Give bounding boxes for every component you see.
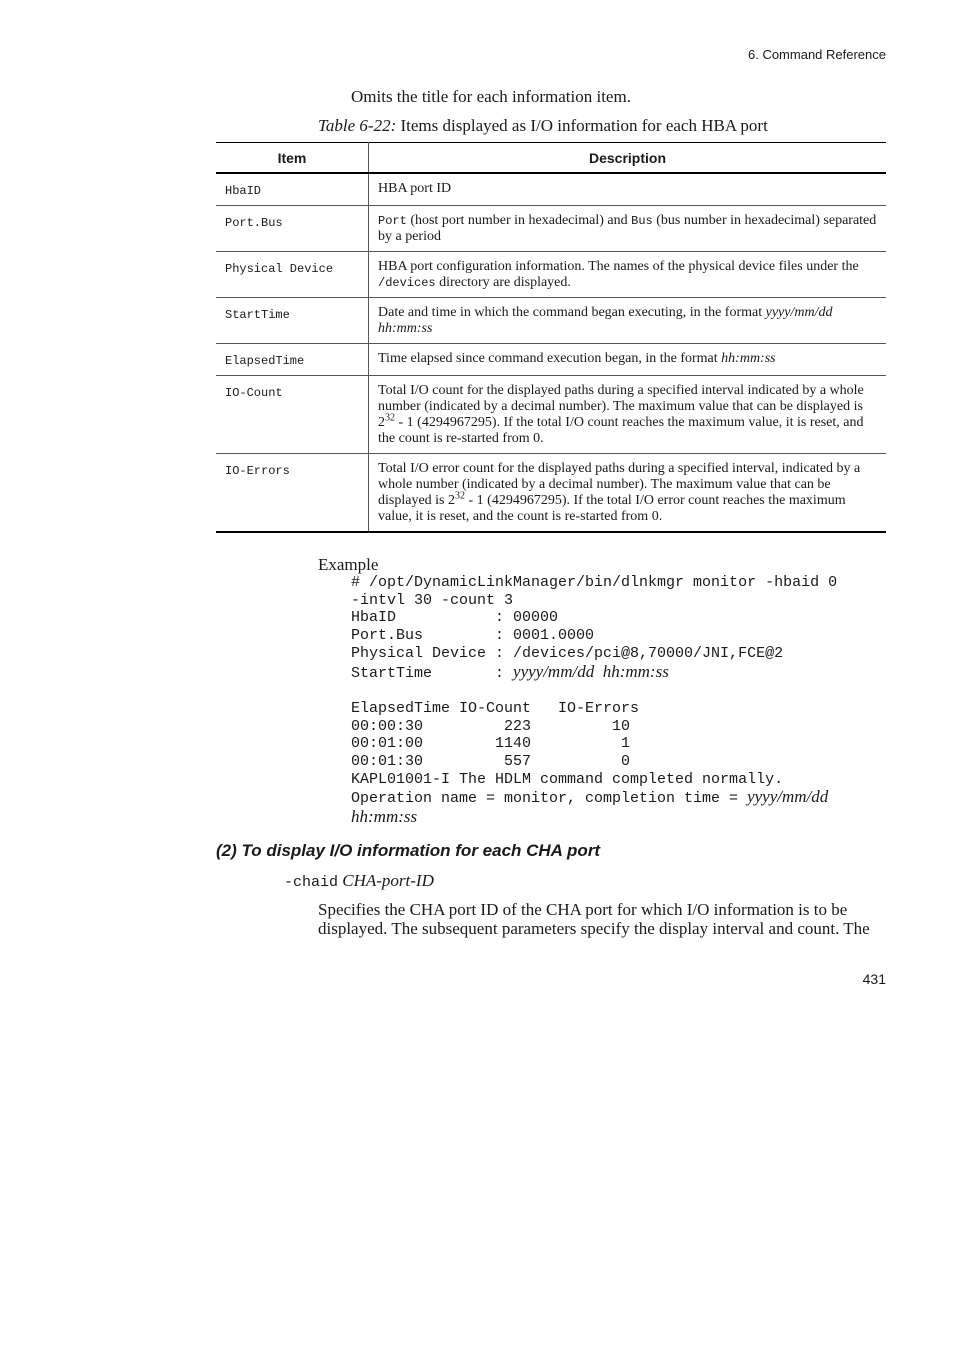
item-cell: HbaID	[216, 173, 369, 206]
format-text: hh:mm:ss	[721, 351, 776, 366]
example-code-block	[351, 574, 837, 828]
table-caption-label: Table 6-22:	[318, 116, 397, 135]
completion-time-format: hh:mm:ss	[351, 807, 418, 827]
description-text: HBA port configuration information. The names of the physical device files under the	[378, 259, 859, 274]
start-time-format: yyyy/mm/dd hh:mm:ss	[513, 661, 669, 681]
column-header-description: Description	[369, 143, 887, 174]
table-row	[216, 206, 886, 252]
code-line: KAPL01001-I The HDLM command completed normally.	[351, 770, 784, 788]
exponent: 32	[455, 490, 465, 502]
page-number: 431	[862, 971, 886, 987]
code-line: -intvl 30 -count 3	[351, 591, 514, 609]
code-term: /devices	[378, 276, 436, 290]
exponent: 32	[385, 412, 395, 424]
code-line: Operation name = monitor, completion time =	[351, 790, 748, 808]
description-cell	[369, 454, 887, 533]
format-text: yyyy/mm/dd hh:mm:ss	[378, 305, 833, 336]
hba-items-table	[216, 142, 886, 533]
table-caption	[318, 116, 768, 136]
table-header-row	[216, 143, 886, 174]
description-text: - 1 (4294967295). If the total I/O count reaches the maximum value, it is reset, and the count is re-started from 0.	[378, 415, 864, 446]
code-line: # /opt/DynamicLinkManager/bin/dlnkmgr monitor -hbaid 0	[351, 574, 838, 591]
item-cell: StartTime	[216, 298, 369, 344]
code-line: HbaID : 00000	[351, 609, 559, 627]
code-line: Physical Device : /devices/pci@8,70000/JNI,FCE@2	[351, 644, 784, 662]
table-caption-text: Items displayed as I/O information for each HBA port	[400, 116, 768, 135]
description-text: - 1 (4294967295). If the total I/O error count reaches the maximum value, it is reset, and the count is re-started from 0.	[378, 493, 846, 524]
description-text: directory are displayed.	[435, 275, 571, 290]
intro-text: Omits the title for each information item.	[351, 87, 631, 106]
description-cell	[369, 344, 887, 376]
description-text: Date and time in which the command began executing, in the format	[378, 305, 766, 320]
table-row	[216, 454, 886, 533]
code-line: Port.Bus : 0001.0000	[351, 627, 595, 645]
example-label: Example	[318, 555, 379, 574]
description-cell: HBA port ID	[369, 173, 887, 206]
column-header-item: Item	[216, 143, 369, 174]
table-row	[216, 376, 886, 454]
description-text: (bus number in hexadecimal) separated by a period	[378, 213, 877, 244]
table-row	[216, 173, 886, 206]
item-cell: ElapsedTime	[216, 344, 369, 376]
description-cell	[369, 252, 887, 298]
table-row	[216, 298, 886, 344]
item-cell: Physical Device	[216, 252, 369, 298]
code-line: 00:00:30 223 10	[351, 717, 631, 735]
item-cell: IO-Errors	[216, 454, 369, 533]
description-cell	[369, 298, 887, 344]
table-row	[216, 252, 886, 298]
completion-date-format: yyyy/mm/dd	[747, 787, 829, 807]
running-header: 6. Command Reference	[747, 47, 886, 62]
section-heading: (2) To display I/O information for each CHA port	[216, 841, 601, 860]
description-text: Total I/O count for the displayed paths during a specified interval indicated by a whole number (indicated by a decimal number). The maximum value that can be displayed is 2	[378, 383, 864, 430]
code-line: 00:01:30 557 0	[351, 753, 631, 771]
description-text: (host port number in hexadecimal) and	[406, 213, 632, 228]
item-cell: Port.Bus	[216, 206, 369, 252]
parameter-line	[284, 871, 434, 891]
parameter-value: CHA-port-ID	[342, 871, 434, 890]
code-line: ElapsedTime IO-Count IO-Errors	[351, 699, 640, 717]
code-term: Port	[378, 214, 407, 228]
code-term: Bus	[631, 214, 653, 228]
description-cell	[369, 376, 887, 454]
description-cell	[369, 206, 887, 252]
parameter-flag: -chaid	[284, 874, 339, 891]
code-line: 00:01:00 1140 1	[351, 735, 631, 753]
code-line: StartTime :	[351, 664, 514, 682]
table-row	[216, 344, 886, 376]
description-text: Time elapsed since command execution began, in the format	[378, 351, 722, 366]
description-text: Total I/O error count for the displayed paths during a specified interval, indicated by a whole number (indicated by a decimal number). The maximum value that can be displayed is 2	[378, 461, 861, 508]
item-cell: IO-Count	[216, 376, 369, 454]
parameter-description: Specifies the CHA port ID of the CHA port for which I/O information is to be displayed. The subsequent parameters specify the display interval and count. The	[318, 900, 870, 938]
